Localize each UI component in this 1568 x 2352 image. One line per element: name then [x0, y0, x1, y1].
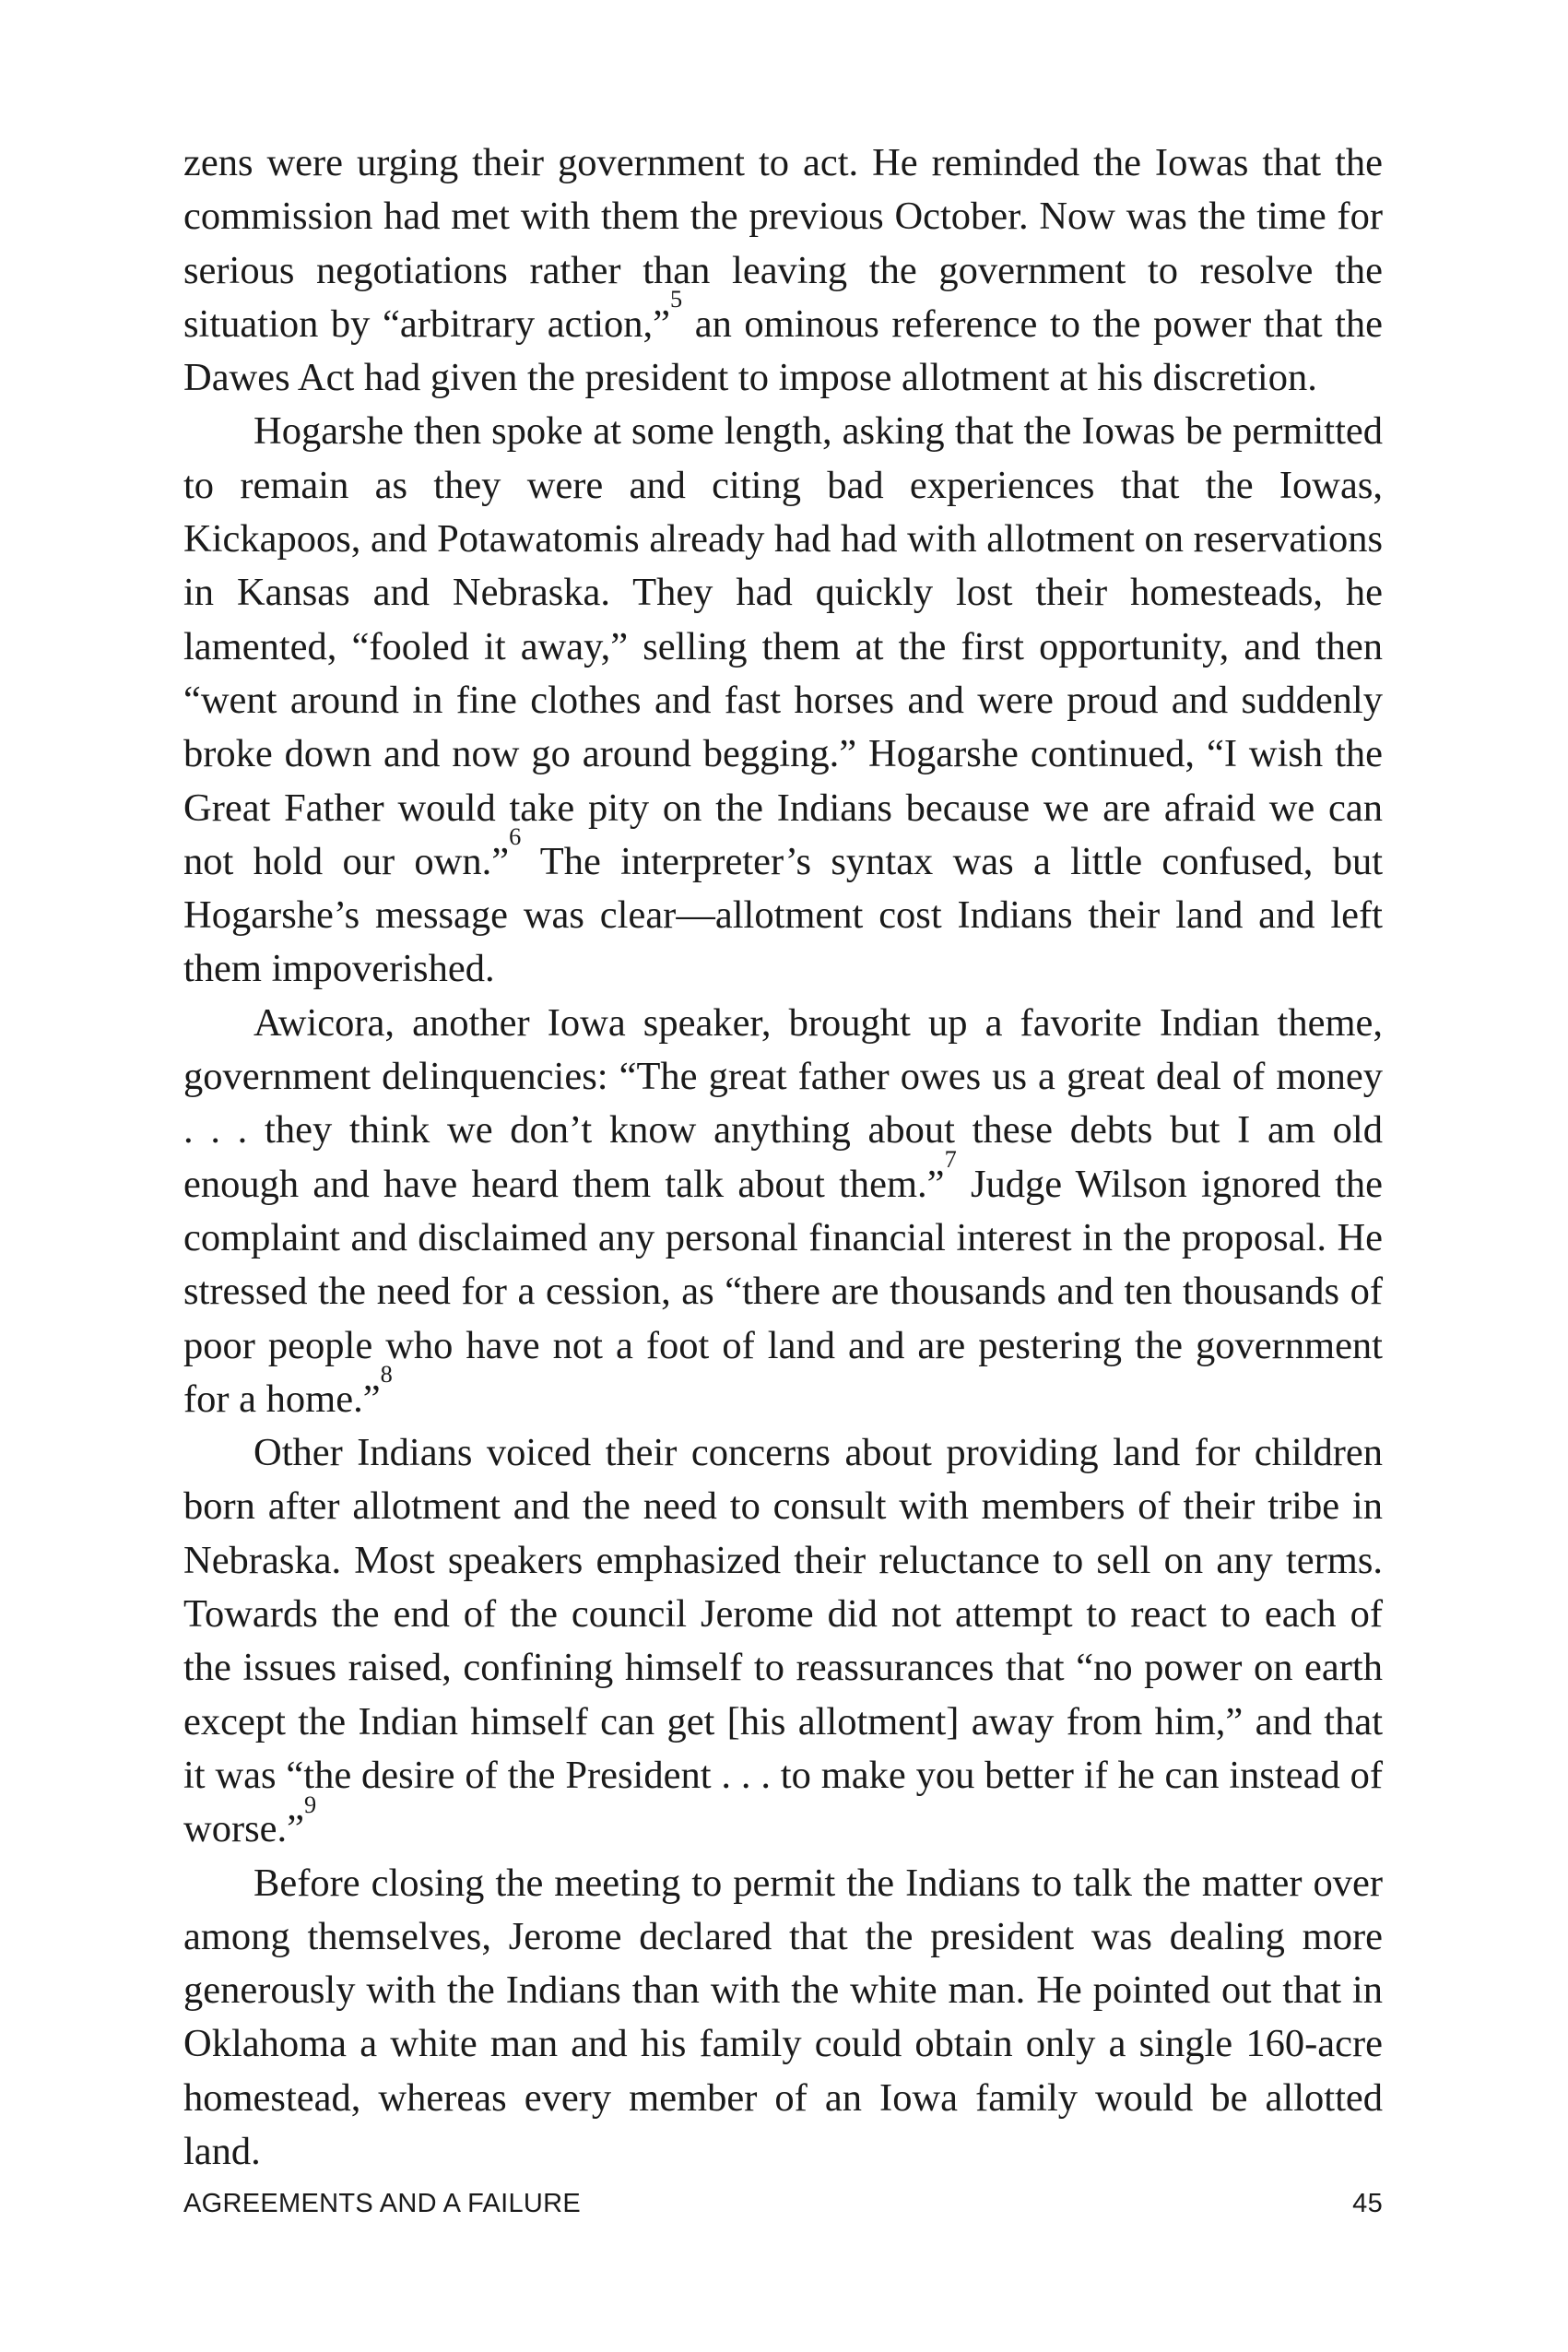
paragraph: [183, 997, 1383, 1426]
paragraph: [183, 136, 1383, 405]
body-text: [183, 136, 1383, 2179]
paragraph: [183, 405, 1383, 996]
text-run: The interpreter’s syntax was a little confused, but Hogarshe’s message was clear—allotment cost Indians their land and left them impoverished.: [183, 839, 1383, 991]
paragraph: [183, 1426, 1383, 1856]
paragraph: [183, 1857, 1383, 2180]
text-run: Judge Wilson ignored the complaint and disclaimed any personal financial interest in the proposal. He stressed the need for a cession, as “there are thousands and ten thousands of poor people who have not a foot of land and are pestering the government for a home.”: [183, 1162, 1384, 1421]
text-run: Awicora, another Iowa speaker, brought up a favorite Indian theme, government delinquencies: “The great father owes us a great deal of money . . . they think we don’t know anything about these debts but I am old enough and have heard them talk about them.”: [183, 1000, 1383, 1206]
page-number: 45: [1352, 2189, 1383, 2218]
footnote-marker[interactable]: 7: [944, 1146, 957, 1174]
text-run: Hogarshe then spoke at some length, asking that the Iowas be permitted to remain as they were and citing bad experiences that the Iowas, Kickapoos, and Potawatomis already had had with allotment on reservations in Kansas and Nebraska. They had quickly lost their homesteads, he lamented, “fooled it away,” selling them at the first opportunity, and then “went around in fine clothes and fast horses and were proud and suddenly broke down and now go around begging.” Hogarshe continued, “I wish the Great Father would take pity on the Indians because we are afraid we can not hold our own.”: [183, 409, 1383, 883]
footnote-marker[interactable]: 9: [304, 1791, 317, 1818]
text-run: an ominous reference to the power that the Dawes Act had given the president to impose allotment at his discretion.: [183, 301, 1383, 400]
text-run: zens were urging their government to act. He reminded the Iowas that the commission had met with them the previous October. Now was the time for serious negotiations rather than leaving the government to resolve the situation by “arbitrary action,”: [183, 141, 1383, 346]
footnote-marker[interactable]: 5: [670, 286, 683, 313]
text-run: Before closing the meeting to permit the Indians to talk the matter over among themselves, Jerome declared that the president was dealing more generously with the Indians than with the white man. He pointed out that in Oklahoma a white man and his family could obtain only a single 160-acre homestead, whereas every member of an Iowa family would be allotted land.: [183, 1861, 1383, 2173]
footnote-marker[interactable]: 6: [509, 823, 522, 851]
text-run: Other Indians voiced their concerns about providing land for children born after allotment and the need to consult with members of their tribe in Nebraska. Most speakers emphasized their reluctance to sell on any terms. Towards the end of the council Jerome did not attempt to react to each of the issues raised, confining himself to reassurances that “no power on earth except the Indian himself can get [his allotment] away from him,” and that it was “the desire of the President . . . to make you better if he can instead of worse.”: [183, 1431, 1383, 1851]
footnote-marker[interactable]: 8: [380, 1361, 393, 1389]
running-head: AGREEMENTS AND A FAILURE: [183, 2189, 582, 2218]
